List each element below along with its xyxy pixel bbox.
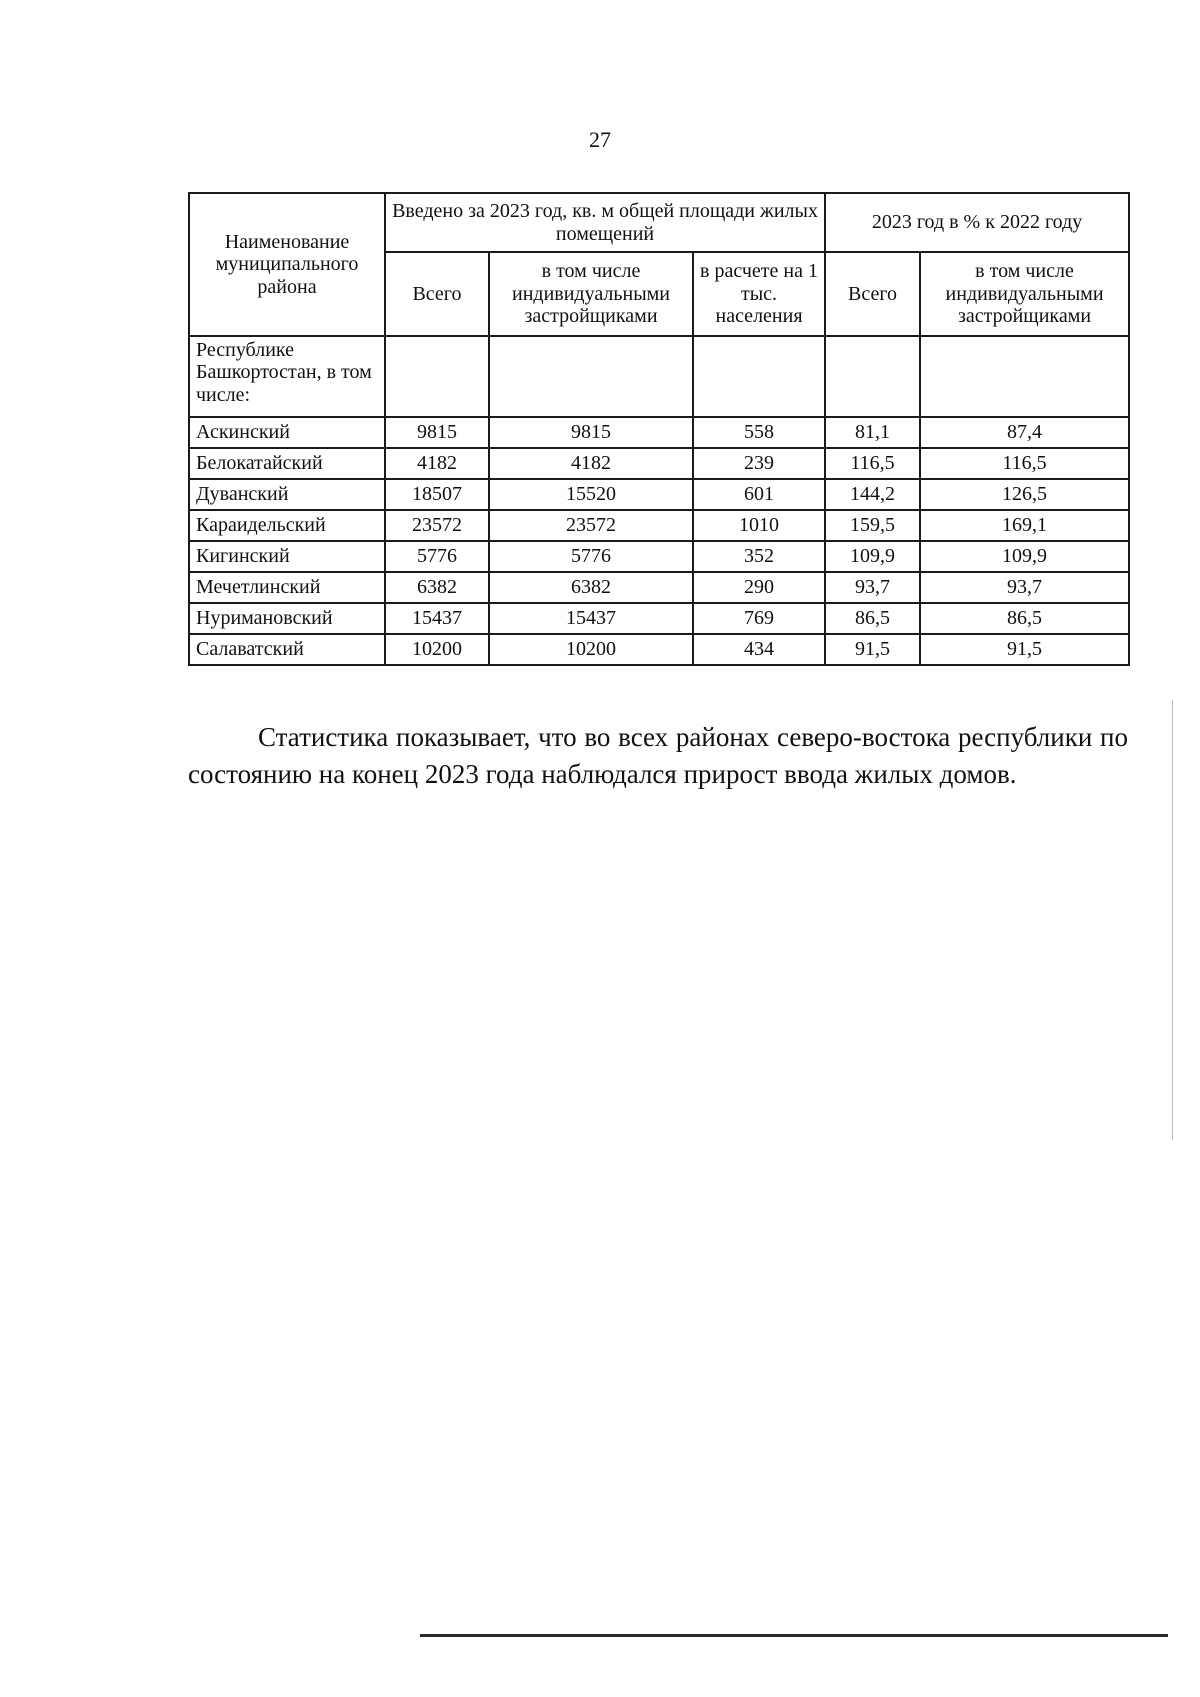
table-row [189,541,1129,572]
cell-built-total: 9815 [385,417,489,448]
table-row [189,479,1129,510]
row-name: Нуримановский [189,603,385,634]
cell-built-individual: 23572 [489,510,693,541]
header-built-2023: Введено за 2023 год, кв. м общей площади жилых помещений [385,193,825,252]
footer-rule [420,1634,1168,1637]
header-percent-2022: 2023 год в % к 2022 году [825,193,1129,252]
cell-percent-individual: 91,5 [920,634,1129,665]
cell-built-individual [489,336,693,417]
cell-built-total: 18507 [385,479,489,510]
cell-built-per-1000: 601 [693,479,825,510]
cell-percent-individual [920,336,1129,417]
cell-built-per-1000: 769 [693,603,825,634]
cell-built-individual: 15437 [489,603,693,634]
cell-percent-total: 116,5 [825,448,920,479]
scan-edge-mark [1172,700,1173,1140]
table-row [189,510,1129,541]
cell-built-per-1000: 558 [693,417,825,448]
table-row [189,634,1129,665]
cell-built-total: 6382 [385,572,489,603]
header-built-total: Всего [385,252,489,336]
cell-built-per-1000: 290 [693,572,825,603]
cell-percent-total: 159,5 [825,510,920,541]
cell-percent-individual: 116,5 [920,448,1129,479]
cell-built-per-1000: 1010 [693,510,825,541]
housing-statistics-table [188,192,1130,666]
header-built-per-1000: в расчете на 1 тыс. населения [693,252,825,336]
cell-built-individual: 10200 [489,634,693,665]
table-row [189,417,1129,448]
cell-percent-total [825,336,920,417]
cell-percent-individual: 93,7 [920,572,1129,603]
row-name: Салаватский [189,634,385,665]
cell-built-per-1000: 352 [693,541,825,572]
cell-percent-total: 144,2 [825,479,920,510]
header-percent-total: Всего [825,252,920,336]
header-municipal-district: Наименование муниципального района [189,193,385,336]
row-name: Белокатайский [189,448,385,479]
summary-paragraph: Статистика показывает, что во всех районах северо-востока республики по состоянию на конец 2023 года наблюдался прирост ввода жилых домов. [188,722,1128,789]
cell-built-total: 4182 [385,448,489,479]
cell-percent-individual: 169,1 [920,510,1129,541]
row-name: Кигинский [189,541,385,572]
row-name: Дуванский [189,479,385,510]
cell-built-per-1000: 239 [693,448,825,479]
page-number: 27 [589,127,611,152]
row-name: Аскинский [189,417,385,448]
cell-built-individual: 4182 [489,448,693,479]
cell-percent-total: 109,9 [825,541,920,572]
cell-percent-individual: 86,5 [920,603,1129,634]
cell-built-total [385,336,489,417]
cell-percent-total: 93,7 [825,572,920,603]
header-percent-individual: в том числе индивидуальными застройщиками [920,252,1129,336]
cell-built-individual: 15520 [489,479,693,510]
cell-percent-individual: 126,5 [920,479,1129,510]
cell-built-total: 10200 [385,634,489,665]
cell-percent-total: 81,1 [825,417,920,448]
table-row [189,572,1129,603]
cell-percent-total: 86,5 [825,603,920,634]
row-name: Мечетлинский [189,572,385,603]
cell-built-individual: 9815 [489,417,693,448]
table-row [189,448,1129,479]
table-row-republic-total [189,336,1129,417]
row-name: Караидельский [189,510,385,541]
cell-percent-total: 91,5 [825,634,920,665]
cell-percent-individual: 87,4 [920,417,1129,448]
cell-built-per-1000: 434 [693,634,825,665]
cell-built-individual: 5776 [489,541,693,572]
cell-built-per-1000 [693,336,825,417]
cell-built-total: 5776 [385,541,489,572]
table-row [189,603,1129,634]
cell-percent-individual: 109,9 [920,541,1129,572]
cell-built-total: 23572 [385,510,489,541]
header-built-individual: в том числе индивидуальными застройщиками [489,252,693,336]
cell-built-individual: 6382 [489,572,693,603]
cell-built-total: 15437 [385,603,489,634]
row-name: Республике Башкортостан, в том числе: [189,336,385,417]
